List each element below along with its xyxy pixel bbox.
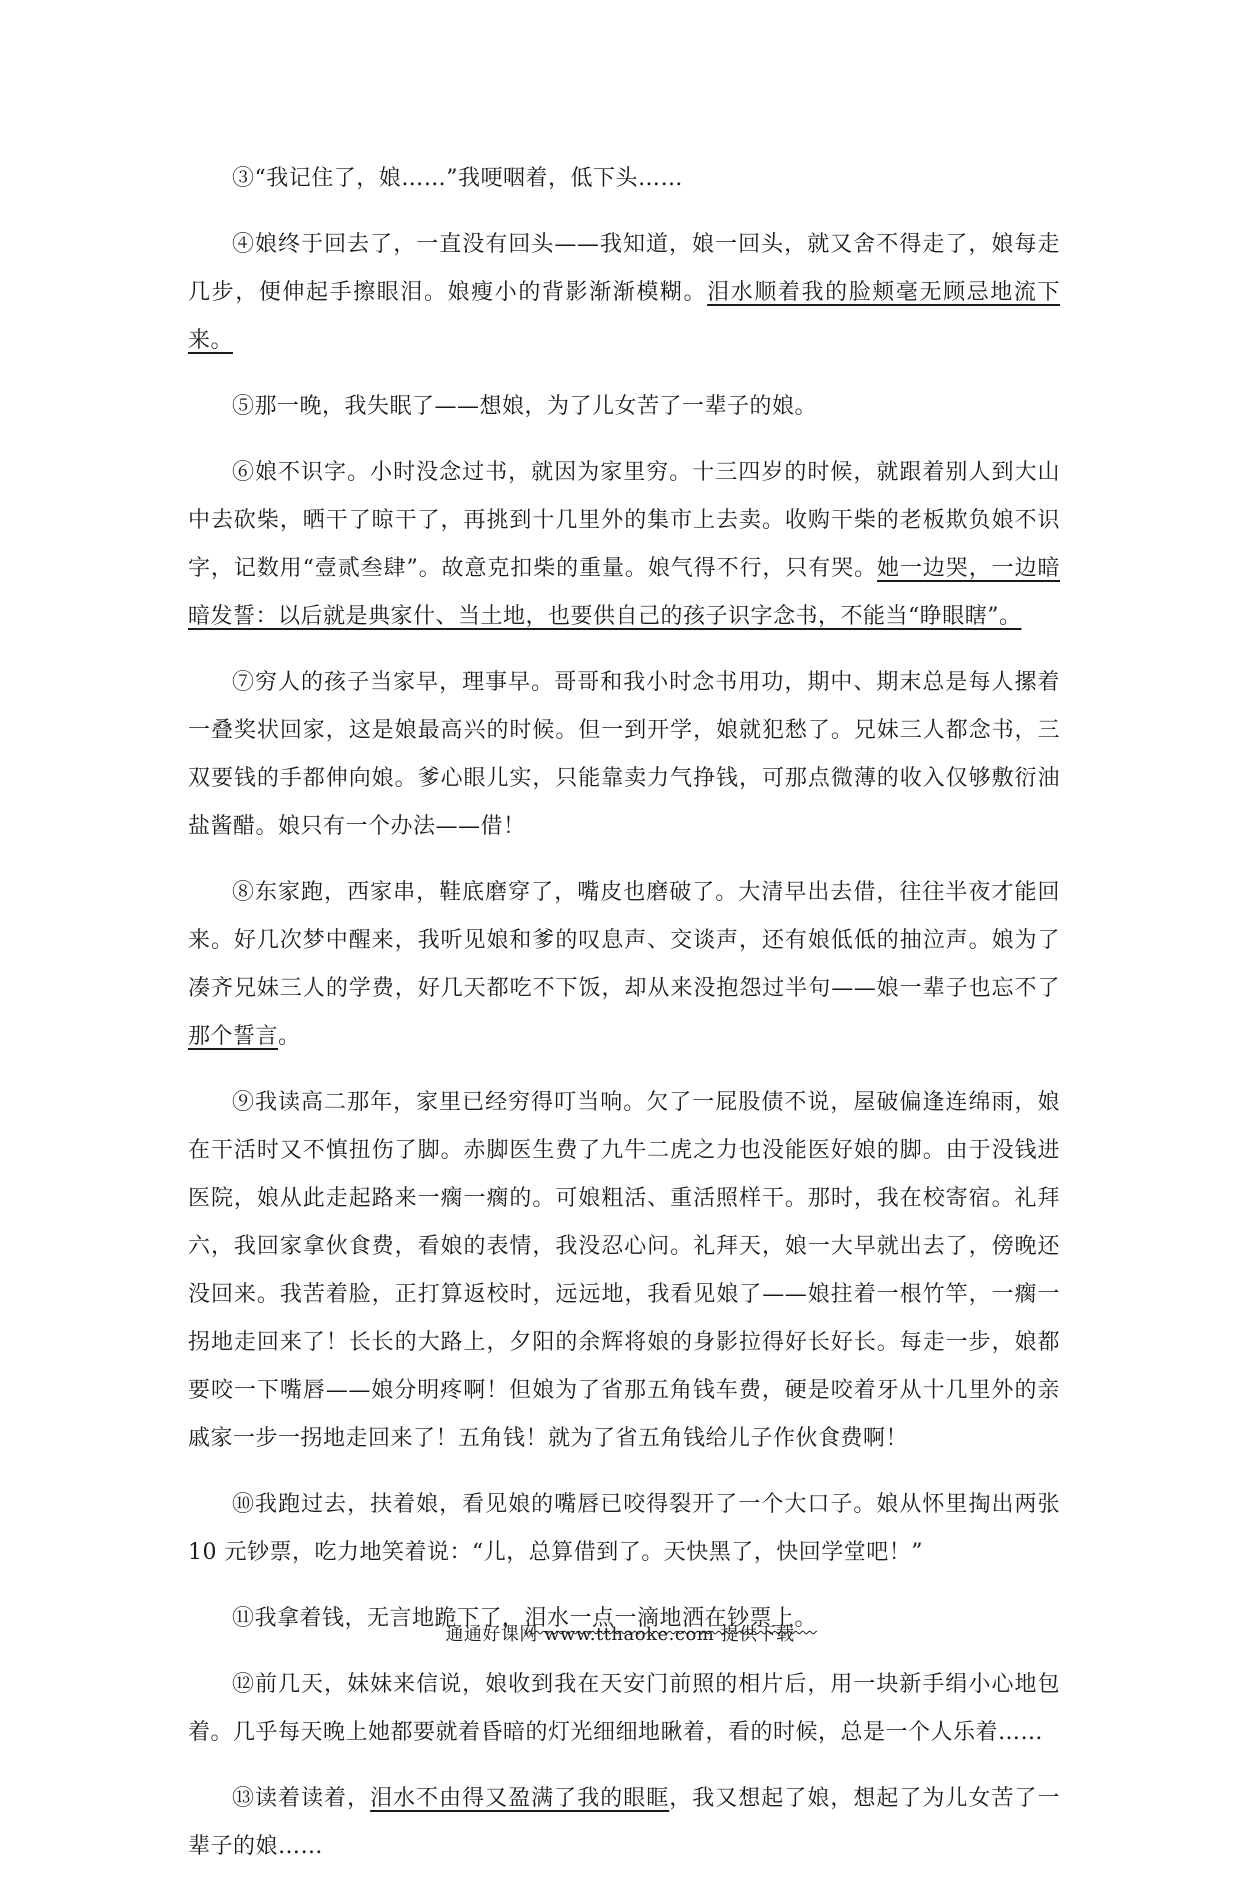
paragraph-12 (188, 1661, 1060, 1757)
paragraph-text: ④娘终于回去了，一直没有回头——我知道，娘一回头，就又舍不得走了，娘每走几步，便伸起手擦眼泪。娘瘦小的背影渐渐模糊。 (188, 232, 1060, 305)
paragraph-text: ③“我记住了，娘……”我哽咽着，低下头…… (232, 166, 683, 191)
paragraph-text: 。 (278, 1024, 301, 1049)
underlined-sentence: 泪水顺着我的脸颊毫无顾忌地流下来。 (188, 280, 1060, 353)
paragraph-text: ⑦穷人的孩子当家早，理事早。哥哥和我小时念书用功，期中、期末总是每人摞着一叠奖状回家，这是娘最高兴的时候。但一到开学，娘就犯愁了。兄妹三人都念书，三双要钱的手都伸向娘。爹心眼儿实，只能靠卖力气挣钱，可那点微薄的收入仅够敷衍油盐酱醋。娘只有一个办法——借！ (188, 670, 1060, 839)
paragraph-text: ⑥娘不识字。小时没念过书，就因为家里穷。十三四岁的时候，就跟着别人到大山中去砍柴，晒干了晾干了，再挑到十几里外的集市上去卖。收购干柴的老板欺负娘不识字，记数用“壹贰叁肆”。故意克扣柴的重量。娘气得不行，只有哭。 (188, 460, 1060, 581)
paragraph-text: ⑨我读高二那年，家里已经穷得叮当响。欠了一屁股债不说，屋破偏逢连绵雨，娘在干活时又不慎扭伤了脚。赤脚医生费了九牛二虎之力也没能医好娘的脚。由于没钱进医院，娘从此走起路来一瘸一瘸的。可娘粗活、重活照样干。那时，我在校寄宿。礼拜六，我回家拿伙食费，看娘的表情，我没忍心问。礼拜天，娘一大早就出去了，傍晚还没回来。我苦着脸，正打算返校时，远远地，我看见娘了——娘拄着一根竹竿，一瘸一拐地走回来了！长长的大路上，夕阳的余辉将娘的身影拉得好长好长。每走一步，娘都要咬一下嘴唇——娘分明疼啊！但娘为了省那五角钱车费，硬是咬着牙从十几里外的亲戚家一步一拐地走回来了！五角钱！就为了省五角钱给儿子作伙食费啊！ (188, 1090, 1060, 1451)
paragraph-6 (188, 449, 1060, 641)
paragraph-8 (188, 869, 1060, 1061)
paragraph-10 (188, 1481, 1060, 1577)
paragraph-text: ⑬读着读着， (232, 1786, 371, 1811)
paragraph-text: ⑪我拿着钱，无言地跪下了， (232, 1606, 525, 1631)
wavy-underlined-sentence: 泪水一点一滴地洒在钞票上。 (524, 1606, 818, 1631)
paragraph-text: ，我又想起了娘，想起了为儿女苦了一辈子的娘…… (188, 1786, 1060, 1859)
paragraph-text: ⑩我跑过去，扶着娘，看见娘的嘴唇已咬得裂开了一个大口子。娘从怀里掏出两张 10 元钞票，吃力地笑着说：“儿，总算借到了。天快黑了，快回学堂吧！” (188, 1492, 1060, 1565)
paragraph-text: ⑧东家跑，西家串，鞋底磨穿了，嘴皮也磨破了。大清早出去借，往往半夜才能回来。好几次梦中醒来，我听见娘和爹的叹息声、交谈声，还有娘低低的抽泣声。娘为了凑齐兄妹三人的学费，好几天都吃不下饭，却从来没抱怨过半句——娘一辈子也忘不了 (188, 880, 1060, 1001)
paragraph-text: ⑫前几天，妹妹来信说，娘收到我在天安门前照的相片后，用一块新手绢小心地包着。几乎每天晚上她都要就着昏暗的灯光细细地瞅着，看的时候，总是一个人乐着…… (188, 1672, 1060, 1745)
underlined-phrase: 泪水不由得又盈满了我的眼眶 (370, 1786, 670, 1811)
paragraph-text: ⑤那一晚，我失眠了——想娘，为了儿女苦了一辈子的娘。 (232, 394, 818, 419)
paragraph-7 (188, 659, 1060, 851)
paragraph-4 (188, 221, 1060, 365)
page-footer: 通通好课网 www.tthaoke.com 提供下载 (445, 1624, 795, 1645)
paragraph-13 (188, 1775, 1060, 1871)
paragraph-3 (188, 155, 1060, 203)
underlined-phrase: 那个誓言 (188, 1024, 279, 1049)
paragraph-5 (188, 383, 1060, 431)
paragraph-9 (188, 1079, 1060, 1463)
underlined-sentence: 她一边哭，一边暗暗发誓：以后就是典家什、当土地，也要供自己的孩子识字念书，不能当“睁眼瞎”。 (188, 556, 1060, 629)
